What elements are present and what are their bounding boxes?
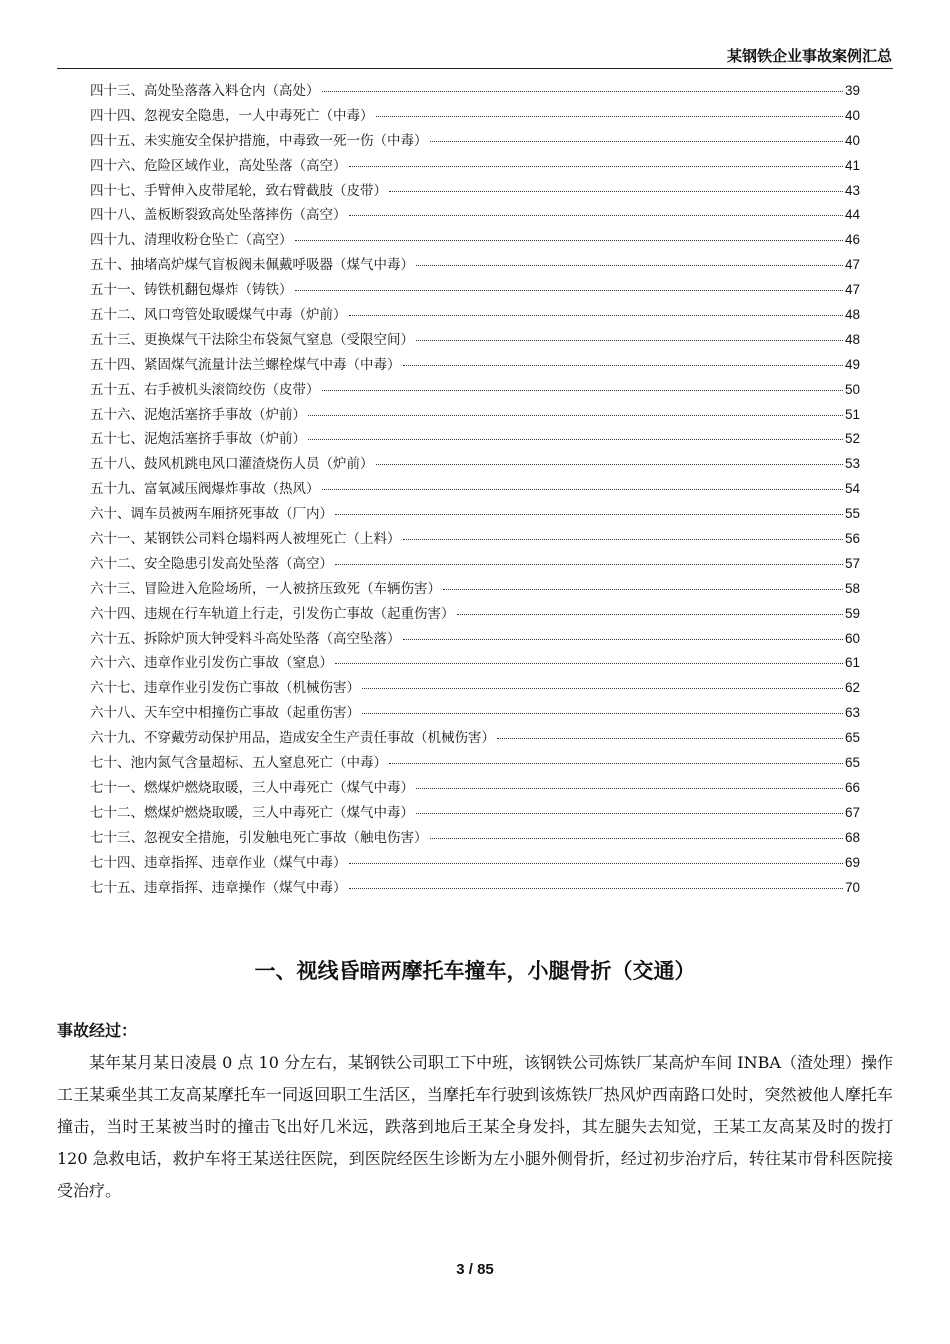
toc-leader-dots — [335, 514, 843, 515]
toc-entry-title: 六十六、违章作业引发伤亡事故（窒息） — [90, 655, 333, 672]
toc-entry-page: 41 — [844, 157, 860, 173]
toc-leader-dots — [403, 539, 843, 540]
toc-entry[interactable] — [90, 452, 860, 477]
toc-leader-dots — [322, 390, 843, 391]
toc-entry-title: 七十一、燃煤炉燃烧取暖，三人中毒死亡（煤气中毒） — [90, 779, 414, 796]
toc-entry[interactable] — [90, 378, 860, 403]
toc-entry[interactable] — [90, 876, 860, 901]
toc-entry-page: 67 — [844, 804, 860, 820]
toc-entry-title: 四十九、清理收粉仓坠亡（高空） — [90, 232, 293, 249]
toc-entry-title: 五十、抽堵高炉煤气盲板阀未佩戴呼吸器（煤气中毒） — [90, 257, 414, 274]
toc-entry-page: 53 — [844, 456, 860, 472]
toc-entry-title: 四十六、危险区域作业，高处坠落（高空） — [90, 157, 347, 174]
toc-leader-dots — [416, 340, 843, 341]
table-of-contents — [90, 79, 860, 900]
toc-leader-dots — [430, 141, 843, 142]
toc-entry[interactable] — [90, 203, 860, 228]
toc-leader-dots — [389, 763, 843, 764]
toc-entry-title: 六十八、天车空中相撞伤亡事故（起重伤害） — [90, 705, 360, 722]
toc-entry-title: 四十三、高处坠落落入料仓内（高处） — [90, 83, 320, 99]
toc-entry-title: 四十四、忽视安全隐患，一人中毒死亡（中毒） — [90, 107, 374, 124]
toc-entry[interactable] — [90, 129, 860, 154]
section-label: 事故经过： — [57, 1021, 138, 1040]
toc-leader-dots — [376, 464, 843, 465]
toc-entry[interactable] — [90, 179, 860, 204]
toc-leader-dots — [295, 240, 843, 241]
toc-entry[interactable] — [90, 328, 860, 353]
toc-entry[interactable] — [90, 253, 860, 278]
running-header: 某钢铁企业事故案例汇总 — [726, 47, 892, 65]
toc-entry-page: 51 — [844, 406, 860, 422]
toc-entry-page: 68 — [844, 829, 860, 845]
toc-entry-page: 50 — [844, 381, 860, 397]
toc-entry-page: 56 — [844, 531, 860, 547]
toc-entry-page: 43 — [844, 182, 860, 198]
toc-entry-page: 54 — [844, 481, 860, 497]
toc-leader-dots — [389, 191, 843, 192]
section-body: 某年某月某日凌晨 0 点 10 分左右，某钢铁公司职工下中班，该钢铁公司炼铁厂某高炉车间 INBA（渣处理）操作工王某乘坐其工友高某摩托车一同返回职工生活区，当摩托车行驶到该炼铁厂热风炉西南路口处时，突然被他人摩托车撞击，当时王某被当时的撞击飞出好几米远，跌落到地后王某全身发抖，其左腿失去知觉，王某工友高某及时的拨打 120 急救电话，救护车将王某送往医院，到医院经医生诊断为左小腿外侧骨折，经过初步治疗后，转往某市骨科医院接受治疗。 — [57, 1053, 893, 1200]
toc-entry-title: 六十九、不穿戴劳动保护用品，造成安全生产责任事故（机械伤害） — [90, 730, 495, 747]
toc-entry-title: 六十、调车员被两车厢挤死事故（厂内） — [90, 506, 333, 523]
toc-entry-page: 48 — [844, 307, 860, 323]
toc-entry-page: 65 — [844, 755, 860, 771]
toc-entry-title: 五十八、鼓风机跳电风口灌渣烧伤人员（炉前） — [90, 456, 374, 473]
toc-entry[interactable] — [90, 651, 860, 676]
toc-leader-dots — [376, 116, 843, 117]
toc-entry[interactable] — [90, 477, 860, 502]
toc-entry-page: 59 — [844, 605, 860, 621]
toc-leader-dots — [457, 614, 843, 615]
toc-leader-dots — [362, 688, 843, 689]
toc-entry-title: 六十四、违规在行车轨道上行走，引发伤亡事故（起重伤害） — [90, 605, 455, 622]
toc-entry-page: 47 — [844, 257, 860, 273]
toc-leader-dots — [308, 415, 843, 416]
toc-leader-dots — [497, 738, 843, 739]
toc-entry-page: 65 — [844, 730, 860, 746]
toc-leader-dots — [335, 663, 843, 664]
toc-leader-dots — [416, 813, 843, 814]
toc-entry-title: 五十九、富氧减压阀爆炸事故（热风） — [90, 481, 320, 498]
toc-entry-page: 49 — [844, 356, 860, 372]
toc-entry[interactable] — [90, 502, 860, 527]
toc-entry[interactable] — [90, 776, 860, 801]
toc-entry-title: 五十四、紧固煤气流量计法兰螺栓煤气中毒（中毒） — [90, 356, 401, 373]
toc-entry[interactable] — [90, 801, 860, 826]
toc-leader-dots — [322, 91, 843, 92]
toc-entry-page: 70 — [844, 879, 860, 895]
toc-leader-dots — [416, 788, 843, 789]
toc-entry[interactable] — [90, 552, 860, 577]
toc-leader-dots — [349, 166, 843, 167]
toc-entry-page: 55 — [844, 506, 860, 522]
toc-entry-title: 五十七、泥炮活塞挤手事故（炉前） — [90, 431, 306, 448]
toc-entry-page: 47 — [844, 282, 860, 298]
toc-leader-dots — [295, 290, 843, 291]
toc-leader-dots — [322, 489, 843, 490]
toc-entry[interactable] — [90, 403, 860, 428]
toc-leader-dots — [430, 838, 843, 839]
toc-entry[interactable] — [90, 751, 860, 776]
header-rule — [57, 68, 893, 69]
toc-entry-page: 48 — [844, 331, 860, 347]
toc-entry-title: 五十三、更换煤气干法除尘布袋氮气窒息（受限空间） — [90, 331, 414, 348]
toc-entry[interactable] — [90, 79, 860, 104]
toc-entry-title: 五十六、泥炮活塞挤手事故（炉前） — [90, 406, 306, 423]
toc-entry-page: 52 — [844, 431, 860, 447]
toc-leader-dots — [443, 589, 843, 590]
toc-leader-dots — [349, 888, 843, 889]
page-number: 3 / 85 — [456, 1261, 494, 1278]
toc-leader-dots — [335, 564, 843, 565]
toc-entry-page: 63 — [844, 705, 860, 721]
toc-entry-title: 五十二、风口弯管处取暖煤气中毒（炉前） — [90, 307, 347, 324]
toc-entry-title: 四十八、盖板断裂致高处坠落摔伤（高空） — [90, 207, 347, 224]
toc-entry-title: 四十五、未实施安全保护措施，中毒致一死一伤（中毒） — [90, 132, 428, 149]
toc-leader-dots — [308, 439, 843, 440]
toc-entry-title: 五十五、右手被机头滚筒绞伤（皮带） — [90, 381, 320, 398]
toc-entry-title: 六十五、拆除炉顶大钟受料斗高处坠落（高空坠落） — [90, 630, 401, 647]
toc-entry-title: 七十五、违章指挥、违章操作（煤气中毒） — [90, 879, 347, 896]
toc-entry[interactable] — [90, 826, 860, 851]
toc-entry-page: 44 — [844, 207, 860, 223]
toc-entry-page: 69 — [844, 854, 860, 870]
toc-entry-title: 五十一、铸铁机翻包爆炸（铸铁） — [90, 282, 293, 299]
toc-leader-dots — [403, 639, 843, 640]
toc-entry[interactable] — [90, 104, 860, 129]
toc-entry[interactable] — [90, 154, 860, 179]
toc-leader-dots — [349, 215, 843, 216]
toc-entry-title: 六十三、冒险进入危险场所，一人被挤压致死（车辆伤害） — [90, 580, 441, 597]
toc-entry-title: 七十四、违章指挥、违章作业（煤气中毒） — [90, 854, 347, 871]
toc-entry-page: 39 — [844, 83, 860, 98]
toc-leader-dots — [403, 365, 843, 366]
toc-entry-title: 六十二、安全隐患引发高处坠落（高空） — [90, 555, 333, 572]
toc-entry-title: 七十三、忽视安全措施，引发触电死亡事故（触电伤害） — [90, 829, 428, 846]
toc-entry[interactable] — [90, 353, 860, 378]
toc-entry[interactable] — [90, 278, 860, 303]
toc-entry-page: 58 — [844, 580, 860, 596]
toc-entry[interactable] — [90, 577, 860, 602]
toc-entry-title: 七十、池内氮气含量超标、五人窒息死亡（中毒） — [90, 755, 387, 772]
toc-entry[interactable] — [90, 427, 860, 452]
section-title: 一、视线昏暗两摩托车撞车，小腿骨折（交通） — [254, 959, 696, 983]
toc-entry-page: 57 — [844, 555, 860, 571]
toc-leader-dots — [416, 265, 843, 266]
toc-entry-title: 七十二、燃煤炉燃烧取暖，三人中毒死亡（煤气中毒） — [90, 804, 414, 821]
toc-entry[interactable] — [90, 851, 860, 876]
toc-entry[interactable] — [90, 303, 860, 328]
toc-entry-title: 六十一、某钢铁公司料仓塌料两人被埋死亡（上料） — [90, 531, 401, 548]
toc-entry[interactable] — [90, 701, 860, 726]
toc-entry[interactable] — [90, 676, 860, 701]
toc-entry-page: 62 — [844, 680, 860, 696]
toc-entry[interactable] — [90, 627, 860, 652]
toc-entry[interactable] — [90, 228, 860, 253]
toc-leader-dots — [362, 713, 843, 714]
toc-leader-dots — [349, 315, 843, 316]
toc-entry-page: 61 — [844, 655, 860, 671]
toc-leader-dots — [349, 863, 843, 864]
toc-entry-page: 60 — [844, 630, 860, 646]
toc-entry[interactable] — [90, 527, 860, 552]
toc-entry[interactable] — [90, 602, 860, 627]
toc-entry-page: 66 — [844, 779, 860, 795]
toc-entry-title: 六十七、违章作业引发伤亡事故（机械伤害） — [90, 680, 360, 697]
toc-entry-page: 40 — [844, 107, 860, 123]
toc-entry-page: 40 — [844, 132, 860, 148]
toc-entry-page: 46 — [844, 232, 860, 248]
toc-entry[interactable] — [90, 726, 860, 751]
toc-entry-title: 四十七、手臂伸入皮带尾轮，致右臂截肢（皮带） — [90, 182, 387, 199]
